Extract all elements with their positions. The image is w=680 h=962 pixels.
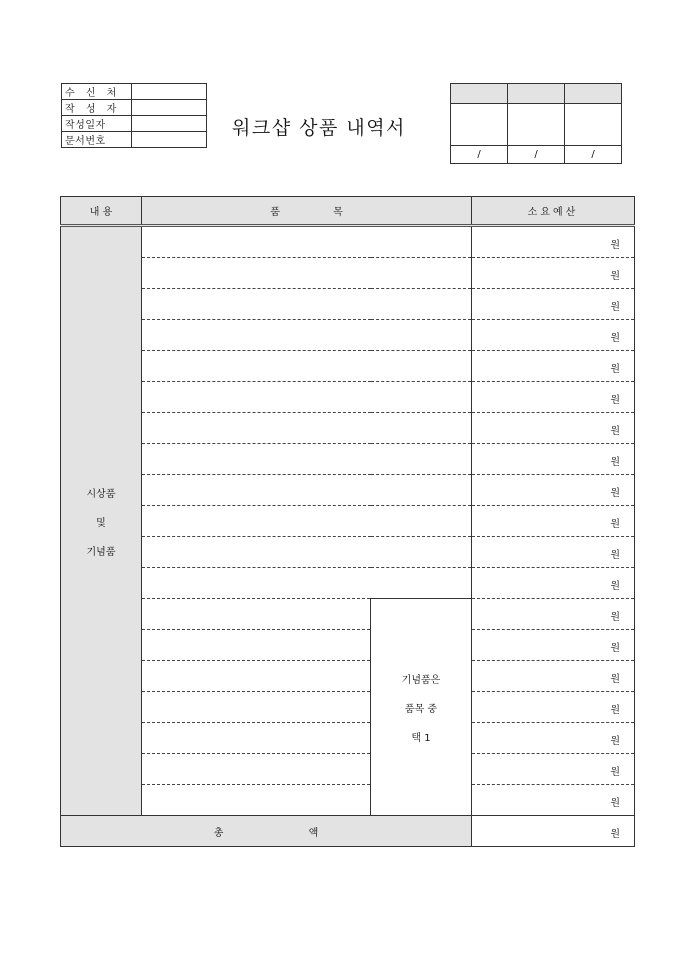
budget-cell[interactable] <box>472 413 635 444</box>
item-cell[interactable] <box>142 506 472 537</box>
won-unit: 원 <box>610 519 620 530</box>
budget-cell[interactable] <box>472 382 635 413</box>
approval-sign-cell[interactable] <box>565 104 622 146</box>
won-unit: 원 <box>610 829 620 840</box>
table-row <box>61 723 635 754</box>
item-cell[interactable] <box>142 537 472 568</box>
budget-cell[interactable] <box>472 568 635 599</box>
recipient-field[interactable] <box>132 84 207 100</box>
table-row <box>61 289 635 320</box>
budget-cell[interactable] <box>472 289 635 320</box>
item-cell[interactable] <box>142 568 472 599</box>
table-header-row <box>61 197 635 226</box>
item-cell[interactable] <box>142 320 472 351</box>
won-unit: 원 <box>610 581 620 592</box>
won-unit: 원 <box>610 674 620 685</box>
approval-sign-row <box>451 104 622 146</box>
item-cell[interactable] <box>142 692 371 723</box>
table-row <box>61 506 635 537</box>
won-unit: 원 <box>610 550 620 561</box>
budget-cell[interactable] <box>472 723 635 754</box>
won-unit: 원 <box>610 736 620 747</box>
budget-cell[interactable] <box>472 754 635 785</box>
won-unit: 원 <box>610 612 620 623</box>
budget-cell[interactable] <box>472 506 635 537</box>
won-unit: 원 <box>610 364 620 375</box>
won-unit: 원 <box>610 457 620 468</box>
item-cell[interactable] <box>142 226 472 258</box>
table-row <box>61 599 635 630</box>
date-field[interactable] <box>132 116 207 132</box>
recipient-label: 수 신 처 <box>62 84 132 100</box>
won-unit: 원 <box>610 426 620 437</box>
note-line: 품목 중 <box>404 703 438 715</box>
approval-date-row <box>451 146 622 164</box>
header-row <box>62 84 207 100</box>
note-cell <box>371 599 472 816</box>
item-cell[interactable] <box>142 723 371 754</box>
won-unit: 원 <box>610 333 620 344</box>
won-unit: 원 <box>610 798 620 809</box>
author-label: 작 성 자 <box>62 100 132 116</box>
table-row <box>61 537 635 568</box>
budget-cell[interactable] <box>472 320 635 351</box>
item-header: 품 목 <box>142 197 472 226</box>
date-label: 작성일자 <box>62 116 132 132</box>
item-cell[interactable] <box>142 661 371 692</box>
item-cell[interactable] <box>142 444 472 475</box>
category-cell <box>61 226 142 816</box>
doc-number-field[interactable] <box>132 132 207 148</box>
approval-date-cell[interactable]: / <box>508 146 565 164</box>
table-row <box>61 382 635 413</box>
table-row <box>61 661 635 692</box>
table-row <box>61 351 635 382</box>
budget-cell[interactable] <box>472 444 635 475</box>
item-table <box>60 196 635 847</box>
table-row <box>61 258 635 289</box>
header-info-table <box>61 83 207 148</box>
item-cell[interactable] <box>142 785 371 816</box>
item-cell[interactable] <box>142 258 472 289</box>
approval-date-cell[interactable]: / <box>565 146 622 164</box>
won-unit: 원 <box>610 488 620 499</box>
approval-header-cell <box>565 84 622 104</box>
item-cell[interactable] <box>142 382 472 413</box>
won-unit: 원 <box>610 240 620 251</box>
table-row <box>61 320 635 351</box>
author-field[interactable] <box>132 100 207 116</box>
budget-cell[interactable] <box>472 599 635 630</box>
budget-cell[interactable] <box>472 537 635 568</box>
header-row <box>62 132 207 148</box>
item-cell[interactable] <box>142 630 371 661</box>
budget-cell[interactable] <box>472 661 635 692</box>
note-line: 기념품은 <box>401 674 441 686</box>
note-line: 택 1 <box>411 732 431 744</box>
budget-cell[interactable] <box>472 258 635 289</box>
document-title: 워크샵 상품 내역서 <box>232 117 406 139</box>
approval-box <box>450 83 622 164</box>
won-unit: 원 <box>610 705 620 716</box>
item-cell[interactable] <box>142 599 371 630</box>
approval-header-cell <box>508 84 565 104</box>
doc-number-label: 문서번호 <box>62 132 132 148</box>
budget-cell[interactable] <box>472 692 635 723</box>
item-cell[interactable] <box>142 289 472 320</box>
budget-cell[interactable] <box>472 630 635 661</box>
won-unit: 원 <box>610 302 620 313</box>
header-row <box>62 100 207 116</box>
table-row <box>61 785 635 816</box>
budget-cell[interactable] <box>472 226 635 258</box>
won-unit: 원 <box>610 395 620 406</box>
table-row <box>61 475 635 506</box>
table-row <box>61 226 635 258</box>
header-row <box>62 116 207 132</box>
budget-cell[interactable] <box>472 351 635 382</box>
item-cell[interactable] <box>142 475 472 506</box>
table-row <box>61 568 635 599</box>
table-row <box>61 413 635 444</box>
budget-cell[interactable] <box>472 785 635 816</box>
budget-cell[interactable] <box>472 475 635 506</box>
item-cell[interactable] <box>142 413 472 444</box>
total-label: 총 액 <box>61 816 472 847</box>
approval-date-cell[interactable]: / <box>451 146 508 164</box>
category-line: 시상품 <box>86 488 116 500</box>
approval-header-cell <box>451 84 508 104</box>
approval-header-row <box>451 84 622 104</box>
table-row <box>61 692 635 723</box>
item-cell[interactable] <box>142 754 371 785</box>
approval-sign-cell[interactable] <box>508 104 565 146</box>
total-amount-cell[interactable] <box>472 816 635 847</box>
approval-sign-cell[interactable] <box>451 104 508 146</box>
item-cell[interactable] <box>142 351 472 382</box>
category-line: 및 <box>96 517 106 529</box>
budget-header: 소요예산 <box>472 197 635 226</box>
table-row <box>61 754 635 785</box>
total-row <box>61 816 635 847</box>
won-unit: 원 <box>610 643 620 654</box>
content-header: 내 용 <box>61 197 142 226</box>
category-line: 기념품 <box>86 546 116 558</box>
won-unit: 원 <box>610 271 620 282</box>
table-row <box>61 630 635 661</box>
won-unit: 원 <box>610 767 620 778</box>
table-row <box>61 444 635 475</box>
